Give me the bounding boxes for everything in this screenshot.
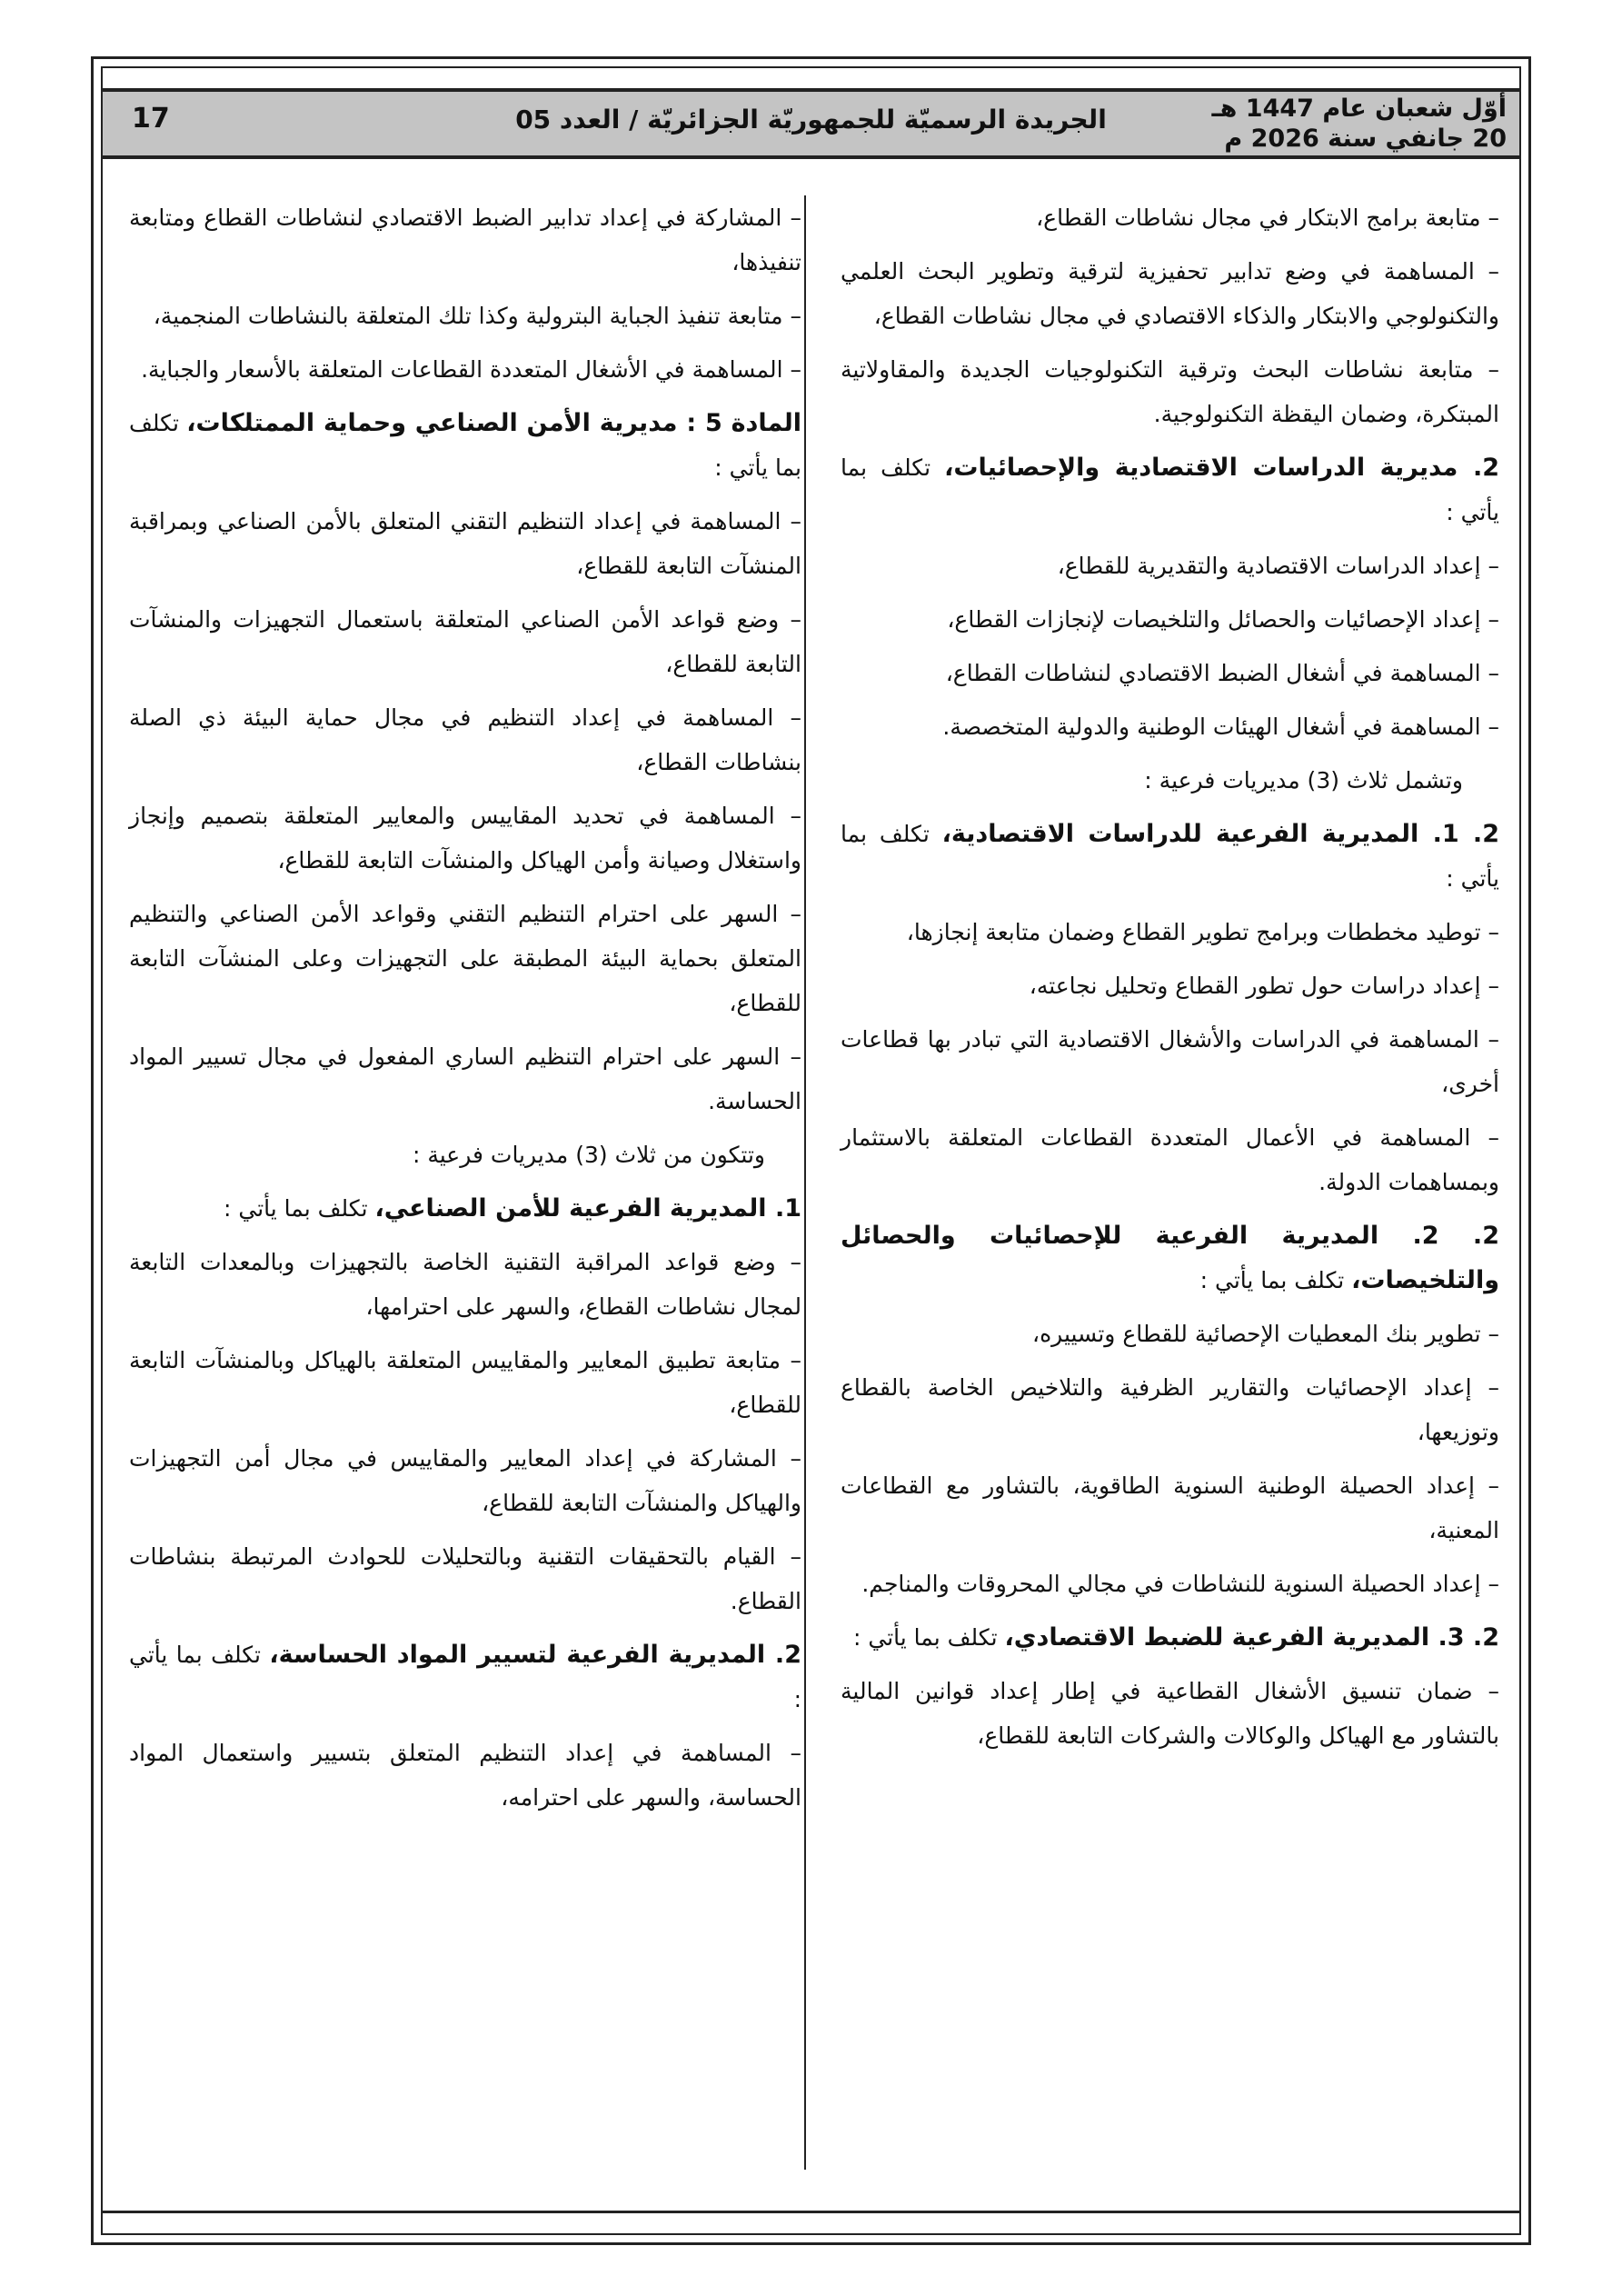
list-item: – متابعة برامج الابتكار في مجال نشاطات القطاع، <box>1036 205 1499 231</box>
page-number: 17 <box>132 103 170 135</box>
list-item: – المساهمة في إعداد التنظيم التقني المتعلق بالأمن الصناعي وبمراقبة المنشآت التابعة للقطاع، <box>129 508 801 579</box>
list-item: – المساهمة في وضع تدابير تحفيزية لترقية وتطوير البحث العلمي والتكنولوجي والابتكار والذكاء الاقتصادي في مجال نشاطات القطاع، <box>841 258 1499 329</box>
list-item: – إعداد دراسات حول تطور القطاع وتحليل نجاعته، <box>1029 973 1499 999</box>
paragraph: وتشمل ثلاث (3) مديريات فرعية : <box>1144 767 1463 794</box>
list-item: – المساهمة في الأشغال المتعددة القطاعات المتعلقة بالأسعار والجباية. <box>141 356 801 383</box>
list-item: – المشاركة في إعداد المعايير والمقاييس في مجال أمن التجهيزات والهياكل والمنشآت التابعة للقطاع، <box>129 1445 801 1516</box>
gregorian-date: 20 جانفي سنة 2026 م <box>1224 125 1507 153</box>
heading-text: تكلف بما يأتي : <box>129 1642 801 1712</box>
list-item: – المساهمة في الأعمال المتعددة القطاعات المتعلقة بالاستثمار وبمساهمات الدولة. <box>841 1124 1499 1195</box>
heading-title: 2. مديرية الدراسات الاقتصادية والإحصائيات، <box>944 454 1499 482</box>
heading-text: تكلف بما يأتي : <box>223 1195 375 1222</box>
list-item: – القيام بالتحقيقات التقنية وبالتحليلات للحوادث المرتبطة بنشاطات القطاع. <box>129 1543 801 1614</box>
list-item: – المساهمة في أشغال الهيئات الوطنية والدولية المتخصصة. <box>942 714 1499 740</box>
page-frame <box>91 56 1531 2245</box>
list-item: – متابعة تنفيذ الجباية البترولية وكذا تلك المتعلقة بالنشاطات المنجمية، <box>153 303 801 329</box>
heading-text: تكلف بما يأتي : <box>129 410 801 481</box>
list-item: – ضمان تنسيق الأشغال القطاعية في إطار إعداد قوانين المالية بالتشاور مع الهياكل والوكالات والشركات التابعة للقطاع، <box>841 1678 1499 1749</box>
section-heading <box>129 401 801 490</box>
hijri-date: أوّل شعبان عام 1447 هـ <box>1211 95 1507 123</box>
section-heading <box>129 1632 801 1722</box>
column-divider <box>804 195 806 2170</box>
list-item: – إعداد الدراسات الاقتصادية والتقديرية للقطاع، <box>1057 553 1499 579</box>
gazette-title: الجريدة الرسميّة للجمهوريّة الجزائريّة / العدد 05 <box>515 105 1107 135</box>
heading-title: 2. 3. المديرية الفرعية للضبط الاقتصادي، <box>1004 1623 1499 1652</box>
list-item: – إعداد الإحصائيات والتقارير الظرفية والتلاخيص الخاصة بالقطاع وتوزيعها، <box>841 1374 1499 1445</box>
page-border <box>101 66 1521 2235</box>
paragraph: وتتكون من ثلاث (3) مديريات فرعية : <box>412 1142 765 1168</box>
list-item: – وضع قواعد المراقبة التقنية الخاصة بالتجهيزات وبالمعدات التابعة لمجال نشاطات القطاع، والسهر على احترامها، <box>129 1249 801 1320</box>
heading-title: 2. 1. المديرية الفرعية للدراسات الاقتصادية، <box>941 820 1499 848</box>
section-heading <box>841 1213 1499 1303</box>
list-item: – إعداد الحصيلة الوطنية السنوية الطاقوية، بالتشاور مع القطاعات المعنية، <box>841 1472 1499 1543</box>
heading-text: تكلف بما يأتي : <box>852 1624 1005 1651</box>
list-item: – وضع قواعد الأمن الصناعي المتعلقة باستعمال التجهيزات والمنشآت التابعة للقطاع، <box>129 606 801 677</box>
list-item: – المشاركة في إعداد تدابير الضبط الاقتصادي لنشاطات القطاع ومتابعة تنفيذها، <box>129 205 801 275</box>
heading-text: تكلف بما يأتي : <box>841 821 1499 892</box>
list-item: – إعداد الحصيلة السنوية للنشاطات في مجالي المحروقات والمناجم. <box>861 1571 1499 1597</box>
list-item: – إعداد الإحصائيات والحصائل والتلخيصات لإنجازات القطاع، <box>947 606 1499 633</box>
list-item: – متابعة نشاطات البحث وترقية التكنولوجيات الجديدة والمقاولاتية المبتكرة، وضمان اليقظة التكنولوجية. <box>841 356 1499 427</box>
heading-text: تكلف بما يأتي : <box>841 454 1499 525</box>
list-item: – السهر على احترام التنظيم الساري المفعول في مجال تسيير المواد الحساسة. <box>129 1043 801 1114</box>
right-column <box>841 195 1499 1767</box>
section-heading <box>841 1615 1499 1660</box>
section-heading <box>841 812 1499 901</box>
list-item: – المساهمة في تحديد المقاييس والمعايير المتعلقة بتصميم وإنجاز واستغلال وصيانة وأمن الهياكل والمنشآت التابعة للقطاع، <box>129 803 801 873</box>
list-item: – توطيد مخططات وبرامج تطوير القطاع وضمان متابعة إنجازها، <box>906 919 1499 945</box>
heading-text: تكلف بما يأتي : <box>1199 1267 1352 1293</box>
list-item: – تطوير بنك المعطيات الإحصائية للقطاع وتسييره، <box>1032 1321 1499 1347</box>
bottom-rule <box>103 2211 1519 2213</box>
list-item: – متابعة تطبيق المعايير والمقاييس المتعلقة بالهياكل وبالمنشآت التابعة للقطاع، <box>129 1347 801 1418</box>
section-heading <box>841 445 1499 534</box>
list-item: – المساهمة في إعداد التنظيم في مجال حماية البيئة ذي الصلة بنشاطات القطاع، <box>129 704 801 775</box>
heading-title: 1. المديرية الفرعية للأمن الصناعي، <box>374 1194 801 1223</box>
heading-title: 2. 2. المديرية الفرعية للإحصائيات والحصائل والتلخيصات، <box>841 1222 1499 1294</box>
list-item: – المساهمة في إعداد التنظيم المتعلق بتسيير واستعمال المواد الحساسة، والسهر على احترامه، <box>129 1740 801 1811</box>
list-item: – المساهمة في الدراسات والأشغال الاقتصادية التي تبادر بها قطاعات أخرى، <box>841 1026 1499 1097</box>
section-heading <box>129 1186 801 1231</box>
gazette-header <box>103 88 1519 159</box>
heading-title: المادة 5 : مديرية الأمن الصناعي وحماية الممتلكات، <box>186 409 802 437</box>
heading-title: 2. المديرية الفرعية لتسيير المواد الحساسة، <box>269 1641 801 1669</box>
list-item: – السهر على احترام التنظيم التقني وقواعد الأمن الصناعي والتنظيم المتعلق بحماية البيئة المطبقة على التجهيزات وعلى المنشآت التابعة للقطاع، <box>129 901 801 1016</box>
left-column <box>129 195 801 1829</box>
list-item: – المساهمة في أشغال الضبط الاقتصادي لنشاطات القطاع، <box>945 660 1499 686</box>
